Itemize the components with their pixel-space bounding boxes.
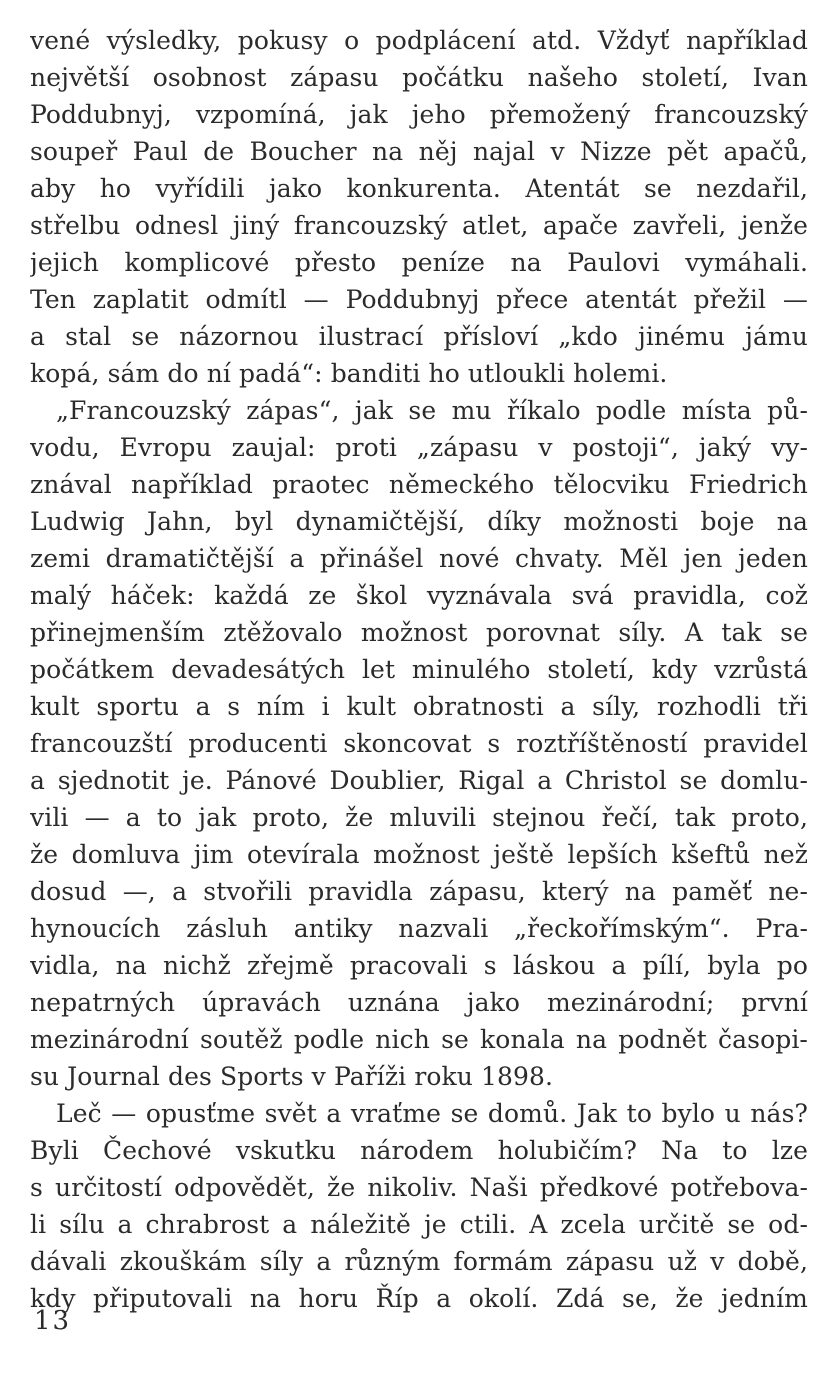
text-line: kopá, sám do ní padá“: banditi ho utloukli holemi.: [30, 359, 668, 388]
text-line: s určitostí odpovědět, že nikoliv. Naši předkové potřebova-: [30, 1173, 808, 1202]
text-line: Poddubnyj, vzpomíná, jak jeho přemožený francouzský: [30, 100, 808, 129]
text-line: Byli Čechové vskutku národem holubičím? Na to lze: [30, 1136, 808, 1165]
text-line: „Francouzský zápas“, jak se mu říkalo podle místa pů-: [56, 396, 808, 425]
text-line: mezinárodní soutěž podle nich se konala na podnět časopi-: [30, 1025, 808, 1054]
page-number: 13: [34, 1306, 72, 1336]
text-line: jejich komplicové přesto peníze na Paulovi vymáhali.: [30, 248, 808, 277]
text-line: vené výsledky, pokusy o podplácení atd. Vždyť například: [30, 26, 808, 55]
text-line: počátkem devadesátých let minulého století, kdy vzrůstá: [30, 655, 808, 684]
text-line: vodu, Evropu zaujal: proti „zápasu v postoji“, jaký vy-: [30, 433, 808, 462]
text-line: že domluva jim otevírala možnost ještě lepších kšeftů než: [30, 840, 808, 869]
text-line: znával například praotec německého tělocviku Friedrich: [30, 470, 808, 499]
text-line: hynoucích zásluh antiky nazvali „řeckořímským“. Pra-: [30, 914, 808, 943]
paragraph-2: [30, 392, 808, 1095]
paragraph-3: [30, 1095, 808, 1317]
text-line: francouzští producenti skoncovat s roztříštěností pravidel: [30, 729, 808, 758]
text-line: aby ho vyřídili jako konkurenta. Atentát se nezdařil,: [30, 174, 808, 203]
paragraph-1: [30, 22, 808, 392]
text-line: su Journal des Sports v Paříži roku 1898.: [30, 1062, 554, 1091]
text-line: kult sportu a s ním i kult obratnosti a síly, rozhodli tři: [30, 692, 808, 721]
text-line: li sílu a chrabrost a náležitě je ctili. A zcela určitě se od-: [30, 1210, 808, 1239]
text-line: Ten zaplatit odmítl — Poddubnyj přece atentát přežil —: [30, 285, 808, 314]
text-line: soupeř Paul de Boucher na něj najal v Nizze pět apačů,: [30, 137, 808, 166]
text-line: a stal se názornou ilustrací přísloví „kdo jinému jámu: [30, 322, 808, 351]
text-line: zemi dramatičtější a přinášel nové chvaty. Měl jen jeden: [30, 544, 808, 573]
page-body: [30, 22, 808, 1317]
text-line: vili — a to jak proto, že mluvili stejnou řečí, tak proto,: [30, 803, 808, 832]
text-line: vidla, na nichž zřejmě pracovali s láskou a pílí, byla po: [30, 951, 808, 980]
text-line: a sjednotit je. Pánové Doublier, Rigal a Christol se domlu-: [30, 766, 808, 795]
text-line: Ludwig Jahn, byl dynamičtější, díky možnosti boje na: [30, 507, 808, 536]
text-line: nepatrných úpravách uznána jako mezinárodní; první: [30, 988, 808, 1017]
text-line: přinejmenším ztěžovalo možnost porovnat síly. A tak se: [30, 618, 808, 647]
text-line: střelbu odnesl jiný francouzský atlet, apače zavřeli, jenže: [30, 211, 808, 240]
text-line: kdy připutovali na horu Říp a okolí. Zdá se, že jedním: [30, 1284, 808, 1313]
text-line: dávali zkouškám síly a různým formám zápasu už v době,: [30, 1247, 808, 1276]
text-line: malý háček: každá ze škol vyznávala svá pravidla, což: [30, 581, 808, 610]
text-line: Leč — opusťme svět a vraťme se domů. Jak to bylo u nás?: [56, 1099, 808, 1128]
text-line: největší osobnost zápasu počátku našeho století, Ivan: [30, 63, 808, 92]
text-line: dosud —, a stvořili pravidla zápasu, který na paměť ne-: [30, 877, 808, 906]
